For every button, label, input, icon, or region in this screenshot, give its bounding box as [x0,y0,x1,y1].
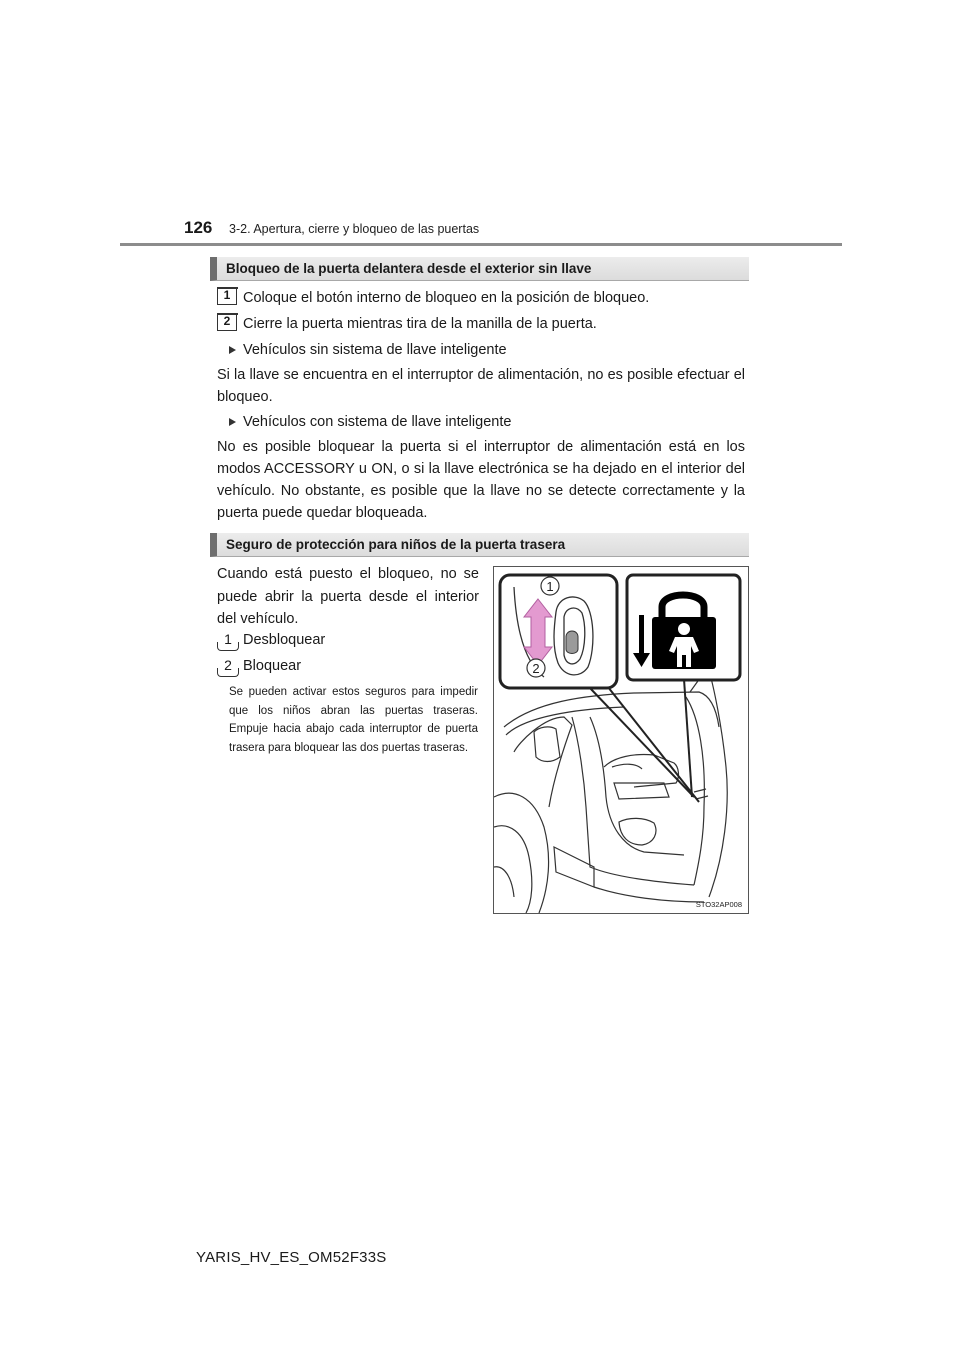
bullet-triangle-icon [229,346,236,354]
child-lock-illustration [493,566,749,914]
item-number-2: 2 [219,656,237,674]
child-lock-note: Se pueden activar estos seguros para impedir que los niños abran las puertas traseras. Empuje hacia abajo cada interruptor de puerta trasera para bloquear las dos puertas traseras. [229,686,478,754]
item-unlock-label: Desbloquear [243,632,326,648]
page-number: 126 [184,218,213,237]
step-number-2: 2 [217,313,237,331]
case-text-no-smart-key: Si la llave se encuentra en el interruptor de alimentación, no es posible efectuar el bloqueo. [217,367,745,405]
case-label-no-smart-key: Vehículos sin sistema de llave inteligente [243,342,507,358]
figure-code: STO32AP008 [695,900,742,909]
step-2-text: Cierre la puerta mientras tira de la manilla de la puerta. [243,316,597,332]
step-1-text: Coloque el botón interno de bloqueo en la posición de bloqueo. [243,290,650,306]
section-heading-child-lock [210,533,749,557]
step-number-1: 1 [217,287,237,305]
lock-switch-inset [500,575,617,688]
bullet-triangle-icon [229,418,236,426]
item-lock-label: Bloquear [243,658,302,674]
case-text-smart-key: No es posible bloquear la puerta si el interruptor de alimentación está en los modos ACCESSORY u ON, o si la llave electrónica se ha dejado en el interior del vehículo. No obstante, es posible que la llave no se detecte correctamente y la puerta puede quedar bloqueada. [217,439,745,521]
section-heading-front-door-lock [210,257,749,281]
header-rule [120,243,842,246]
item-number-1: 1 [219,630,237,648]
case-label-smart-key: Vehículos con sistema de llave inteligente [243,414,512,430]
section-heading-text: Seguro de protección para niños de la puerta trasera [226,537,566,552]
door-illustration-svg [494,567,748,913]
chapter-title: 3-2. Apertura, cierre y bloqueo de las puertas [229,222,480,236]
child-lock-intro: Cuando está puesto el bloqueo, no se puede abrir la puerta desde el interior del vehículo. [217,566,479,627]
callout-1-label: 1 [546,579,554,594]
section-heading-text: Bloqueo de la puerta delantera desde el exterior sin llave [226,261,592,276]
callout-2-label: 2 [532,661,540,676]
document-code: YARIS_HV_ES_OM52F33S [196,1249,387,1266]
